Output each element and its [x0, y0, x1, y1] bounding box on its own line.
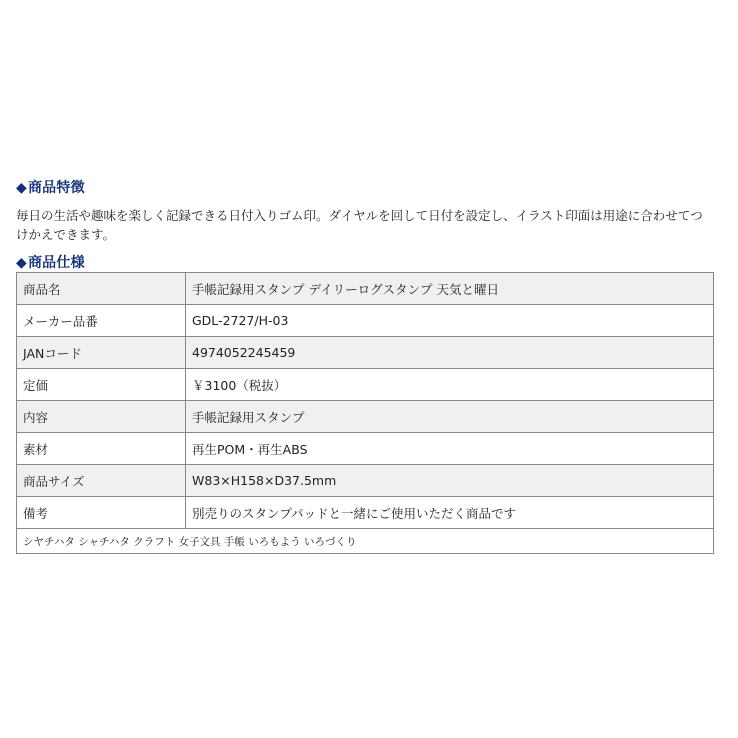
table-row: [17, 337, 714, 369]
table-row: [17, 273, 714, 305]
features-title: 商品特徴: [27, 180, 85, 196]
spec-value: 再生POM・再生ABS: [186, 433, 714, 465]
spec-label: 内容: [17, 401, 186, 433]
spec-value: 別売りのスタンプパッドと一緒にご使用いただく商品です: [186, 497, 714, 529]
table-row: [17, 401, 714, 433]
spec-value: GDL-2727/H-03: [186, 305, 714, 337]
specs-heading: [16, 252, 85, 272]
spec-value: 手帳記録用スタンプ デイリーログスタンプ 天気と曜日: [186, 273, 714, 305]
keywords-row: [17, 529, 714, 554]
table-row: [17, 497, 714, 529]
spec-label: 商品サイズ: [17, 465, 186, 497]
spec-label: メーカー品番: [17, 305, 186, 337]
table-row: [17, 369, 714, 401]
spec-value: W83×H158×D37.5mm: [186, 465, 714, 497]
spec-value: ￥3100（税抜）: [186, 369, 714, 401]
spec-label: JANコード: [17, 337, 186, 369]
diamond-icon: ◆: [16, 180, 27, 196]
table-row: [17, 433, 714, 465]
specs-table: [16, 272, 714, 554]
spec-label: 商品名: [17, 273, 186, 305]
diamond-icon: ◆: [16, 255, 27, 271]
features-heading: [16, 177, 85, 197]
table-row: [17, 465, 714, 497]
spec-value: 手帳記録用スタンプ: [186, 401, 714, 433]
spec-label: 素材: [17, 433, 186, 465]
features-description: 毎日の生活や趣味を楽しく記録できる日付入りゴム印。ダイヤルを回して日付を設定し、イラスト印面は用途に合わせてつけかえできます。: [16, 208, 703, 242]
spec-label: 定価: [17, 369, 186, 401]
spec-label: 備考: [17, 497, 186, 529]
keywords-text: シヤチハタ シャチハタ クラフト 女子文具 手帳 いろもよう いろづくり: [17, 529, 714, 554]
table-row: [17, 305, 714, 337]
spec-value: 4974052245459: [186, 337, 714, 369]
specs-title: 商品仕様: [27, 255, 85, 271]
